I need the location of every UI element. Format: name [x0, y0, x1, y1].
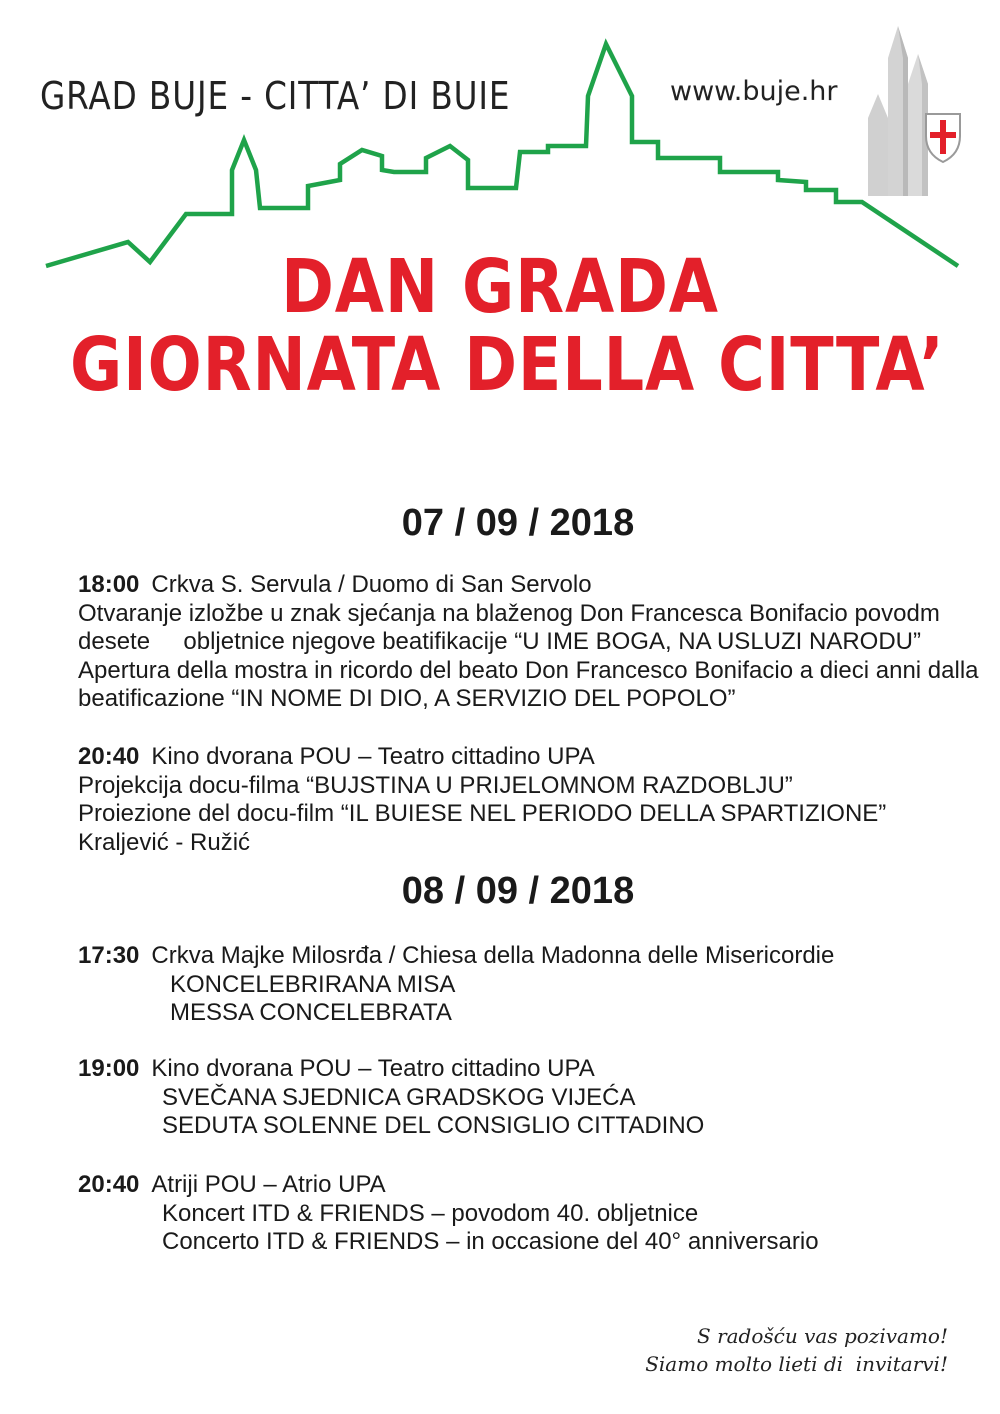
city-name: GRAD BUJE - CITTA’ DI BUIE — [40, 74, 511, 118]
event-description: Otvaranje izložbe u znak sjećanja na blaženog Don Francesca Bonifacio povodm — [78, 599, 940, 627]
schedule-event — [78, 571, 978, 714]
event-description: Projekcija docu-filma “BUJSTINA U PRIJELOMNOM RAZDOBLJU” — [78, 771, 793, 799]
event-description: SEDUTA SOLENNE DEL CONSIGLIO CITTADINO — [162, 1112, 705, 1139]
event-description: Apertura della mostra in ricordo del beato Don Francesco Bonifacio a dieci anni dalla — [78, 656, 979, 684]
event-venue: Kino dvorana POU – Teatro cittadino UPA — [151, 743, 595, 770]
schedule-event — [78, 942, 978, 1028]
town-skyline-outline — [0, 0, 1000, 280]
event-venue: Kino dvorana POU – Teatro cittadino UPA — [151, 1055, 595, 1082]
event-time: 20:40 — [78, 743, 140, 770]
invitation-italian: Siamo molto lieti di invitarvi! — [645, 1352, 948, 1376]
day-1-date: 07 / 09 / 2018 — [401, 502, 635, 544]
event-description: desete obljetnice njegove beatifikacije “U IME BOGA, NA USLUZI NARODU” — [78, 628, 921, 655]
event-time: 19:00 — [78, 1055, 140, 1082]
title-line-1: DAN GRADA — [281, 244, 719, 330]
schedule-event — [78, 1055, 978, 1141]
invitation-croatian: S radošću vas pozivamo! — [697, 1324, 948, 1348]
event-time: 20:40 — [78, 1171, 140, 1198]
event-description: Koncert ITD & FRIENDS – povodom 40. obljetnice — [162, 1199, 699, 1227]
day-2-date: 08 / 09 / 2018 — [401, 870, 635, 912]
event-time: 17:30 — [78, 942, 140, 969]
event-description: SVEČANA SJEDNICA GRADSKOG VIJEĆA — [162, 1083, 636, 1111]
event-description: KONCELEBRIRANA MISA — [170, 970, 456, 998]
website-link[interactable]: www.buje.hr — [670, 76, 838, 107]
schedule-event — [78, 1171, 978, 1257]
title-line-2: GIORNATA DELLA CITTA’ — [70, 322, 945, 408]
event-venue: Crkva S. Servula / Duomo di San Servolo — [151, 571, 592, 598]
event-description: Kraljević - Ružić — [78, 828, 251, 856]
event-description: Proiezione del docu-film “IL BUIESE NEL PERIODO DELLA SPARTIZIONE” — [78, 800, 887, 827]
event-description: Concerto ITD & FRIENDS – in occasione del 40° anniversario — [162, 1228, 819, 1255]
event-venue: Atriji POU – Atrio UPA — [151, 1171, 386, 1198]
city-crest-logo — [858, 18, 968, 196]
event-venue: Crkva Majke Milosrđa / Chiesa della Madonna delle Misericordie — [151, 942, 835, 969]
event-time: 18:00 — [78, 571, 140, 598]
event-description: beatificazione “IN NOME DI DIO, A SERVIZIO DEL POPOLO” — [78, 685, 736, 712]
schedule-event — [78, 743, 978, 857]
event-description: MESSA CONCELEBRATA — [170, 999, 452, 1026]
